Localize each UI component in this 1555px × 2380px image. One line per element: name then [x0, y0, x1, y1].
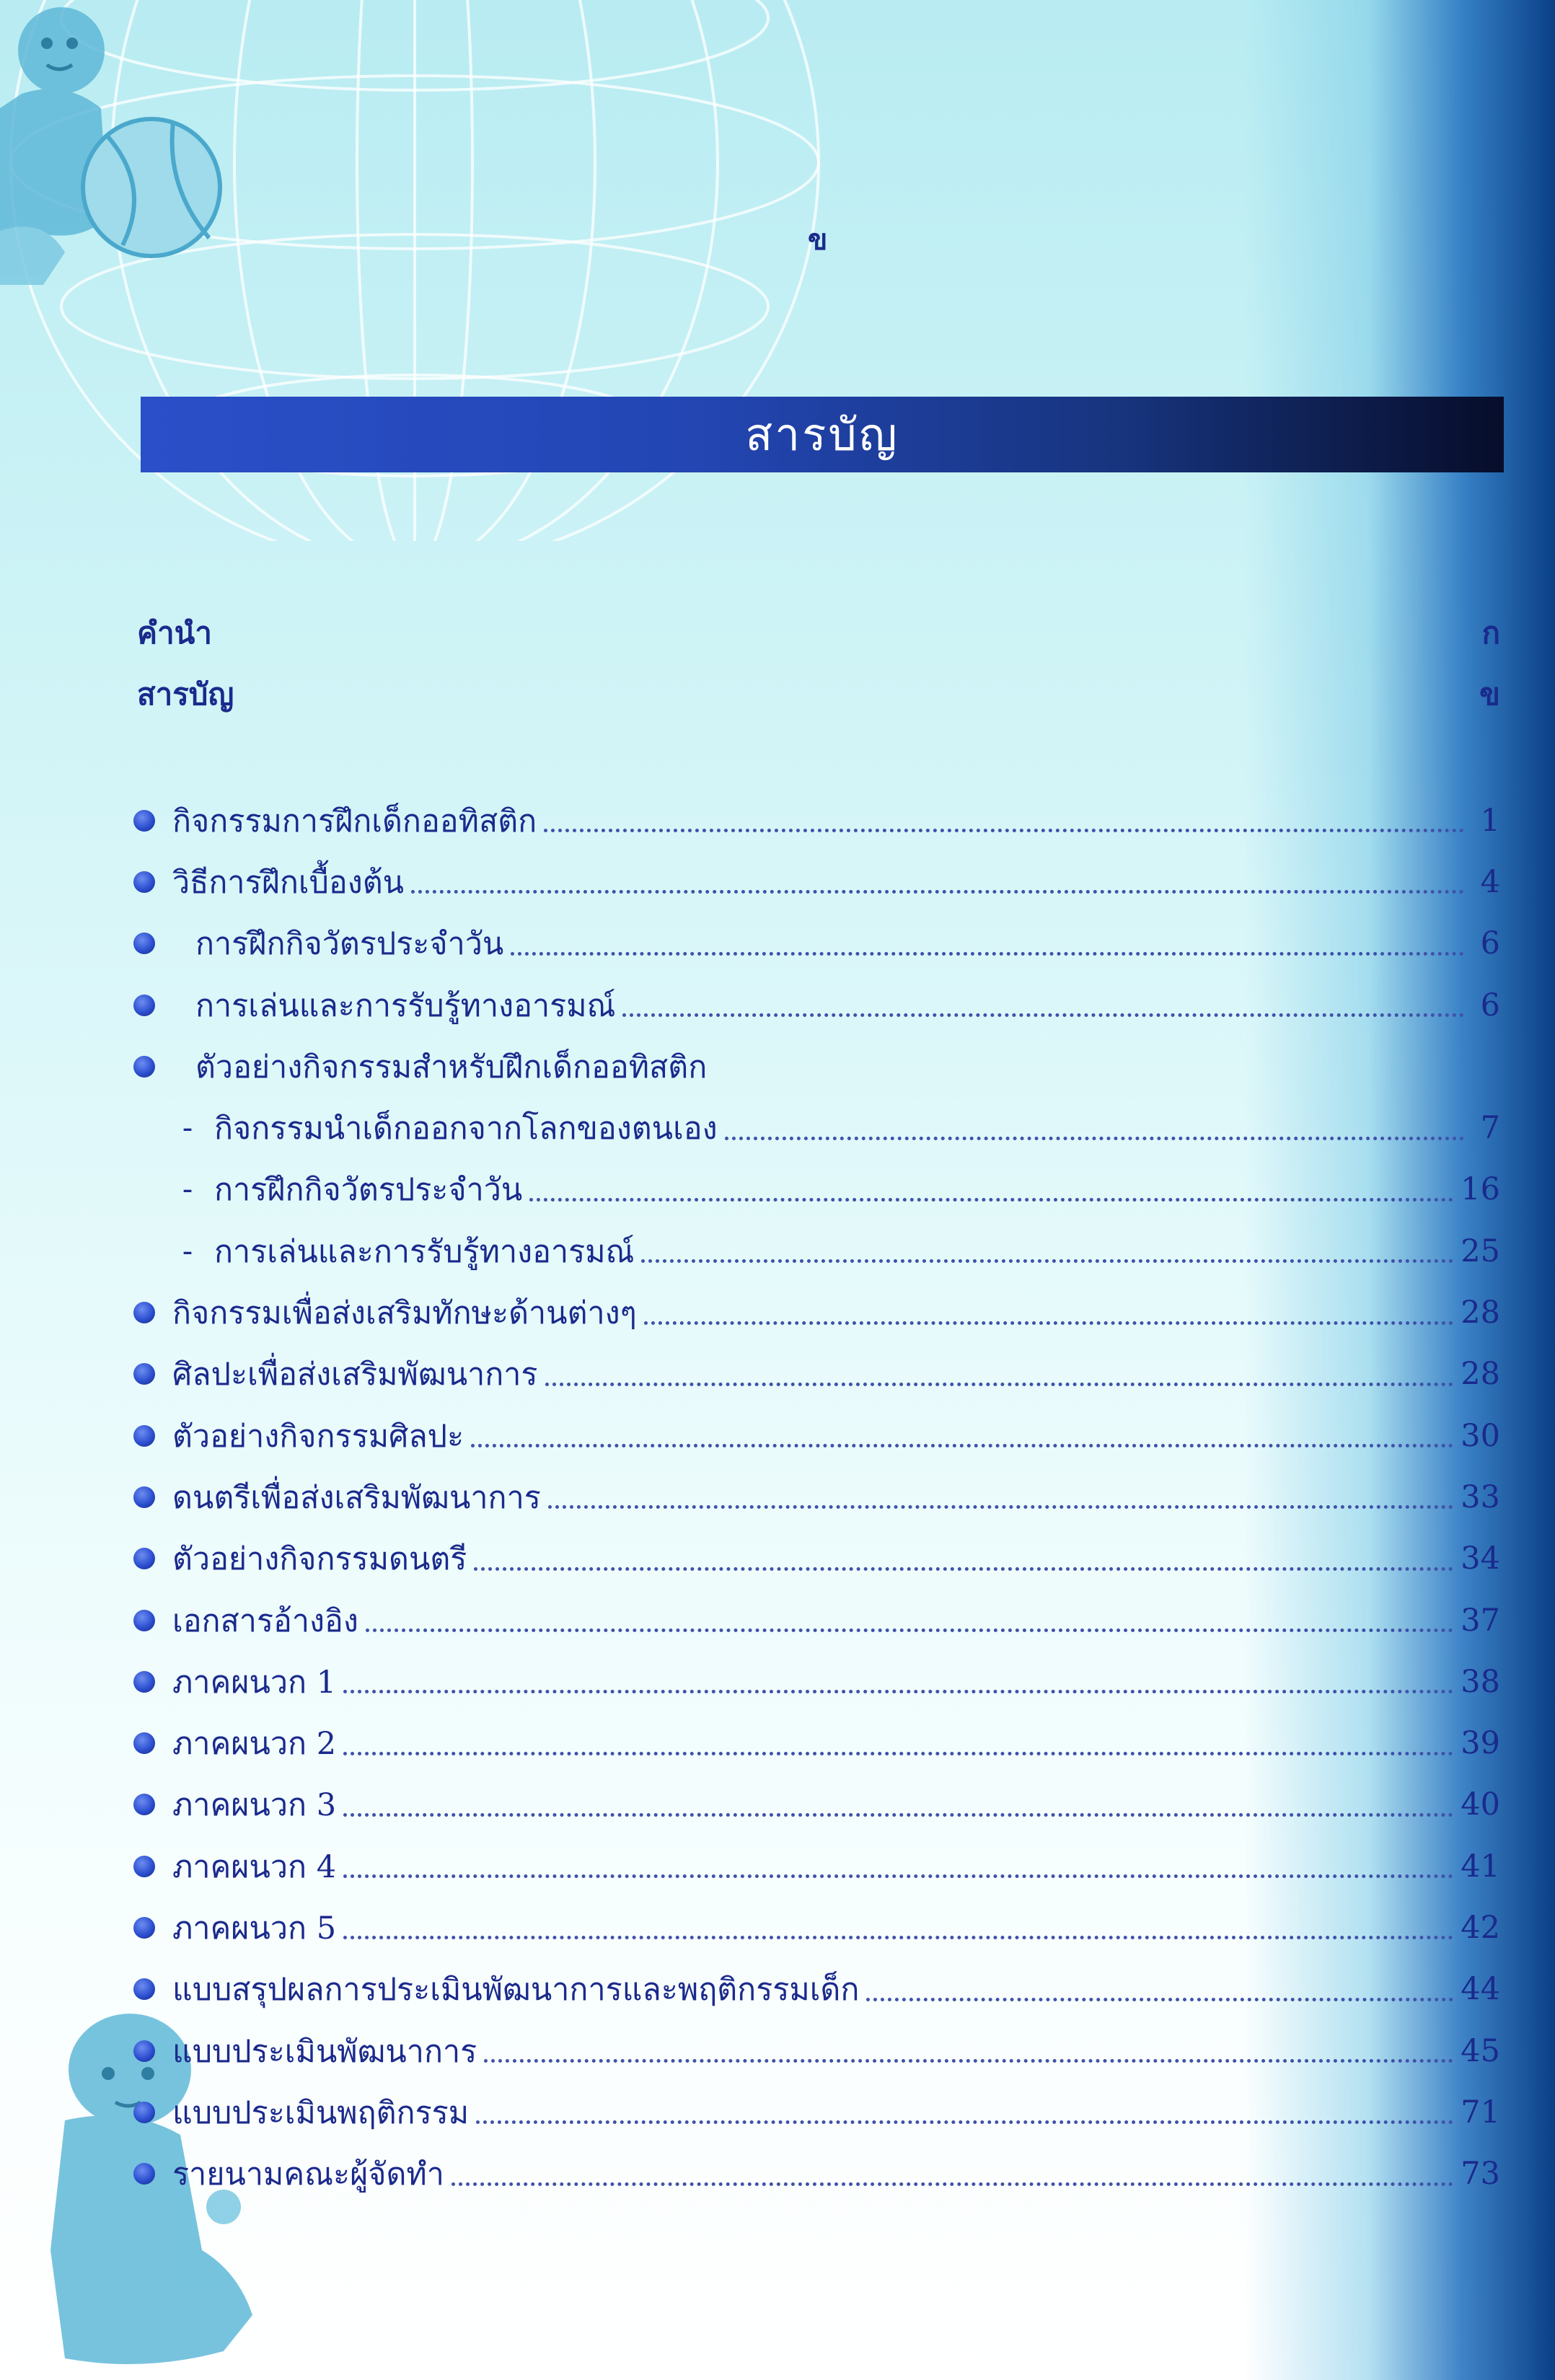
toc-entry-label: ศิลปะเพื่อส่งเสริมพัฒนาการ	[172, 1357, 538, 1393]
toc-entry-label: ตัวอย่างกิจกรรมดนตรี	[172, 1541, 467, 1578]
baby-with-ball-image	[0, 0, 231, 288]
toc-entry-page: 39	[1461, 1725, 1500, 1762]
toc-entry-page: 38	[1461, 1663, 1500, 1700]
bullet-icon	[133, 1486, 155, 1508]
dot-leader	[622, 1013, 1464, 1017]
toc-entry[interactable]	[133, 1097, 1500, 1158]
bullet-icon	[133, 995, 155, 1016]
toc-entry-label: รายนามคณะผู้จัดทำ	[172, 2156, 444, 2193]
bullet-icon	[133, 1732, 155, 1754]
toc-entry-page: 71	[1461, 2094, 1500, 2130]
toc-entry-label: กิจกรรมนำเด็กออกจากโลกของตนเอง	[214, 1111, 718, 1147]
toc-entry-label: การฝึกกิจวัตรประจำวัน	[195, 926, 504, 963]
toc-entry[interactable]	[133, 2020, 1500, 2081]
toc-entry-label: แบบประเมินพัฒนาการ	[172, 2033, 477, 2070]
toc-entry[interactable]	[133, 1466, 1500, 1528]
front-matter-label: คำนำ	[137, 615, 212, 651]
toc-entry[interactable]	[133, 1220, 1500, 1282]
bullet-icon	[133, 1548, 155, 1569]
bullet-icon	[133, 1917, 155, 1939]
toc-entry-page: 6	[1480, 987, 1500, 1023]
front-matter-page: ข	[1479, 676, 1500, 712]
dash-marker: -	[182, 1171, 193, 1208]
bullet-icon	[133, 1302, 155, 1323]
toc-entry[interactable]	[133, 1344, 1500, 1405]
toc-entry-label: ภาคผนวก 4	[172, 1848, 337, 1885]
bullet-icon	[133, 1425, 155, 1447]
toc-entry-label: แบบประเมินพฤติกรรม	[172, 2094, 470, 2131]
page-title: สารบัญ	[745, 407, 899, 461]
toc-entry-page: 7	[1480, 1110, 1500, 1147]
toc-entry-label: ภาคผนวก 2	[172, 1726, 337, 1763]
toc-entry-page: 1	[1480, 802, 1500, 839]
dash-marker: -	[182, 1110, 193, 1147]
toc-entry[interactable]	[133, 1651, 1500, 1712]
toc-entry[interactable]	[133, 1897, 1500, 1958]
dot-leader	[548, 1505, 1453, 1509]
toc-entry-label: ตัวอย่างกิจกรรมศิลปะ	[172, 1418, 464, 1455]
dot-leader	[474, 1567, 1453, 1571]
toc-entry-page: 28	[1461, 1356, 1500, 1393]
toc-entry-page: 44	[1461, 1971, 1500, 2008]
bullet-icon	[133, 1610, 155, 1631]
bullet-icon	[133, 1856, 155, 1877]
dot-leader	[484, 2059, 1453, 2063]
toc-entry[interactable]	[133, 1159, 1500, 1220]
front-matter-label: สารบัญ	[137, 676, 234, 712]
toc-entry[interactable]	[133, 1528, 1500, 1590]
bullet-icon	[133, 871, 155, 893]
toc-entry[interactable]	[133, 1036, 1500, 1097]
dot-leader	[866, 1998, 1453, 2001]
front-matter-page: ก	[1481, 615, 1500, 651]
toc-entry-page: 45	[1461, 2032, 1500, 2069]
bullet-icon	[133, 1056, 155, 1077]
toc-entry-page: 4	[1480, 863, 1500, 900]
toc-entry-label: วิธีการฝึกเบื้องต้น	[172, 864, 405, 901]
dot-leader	[511, 952, 1464, 956]
toc-entry-page: 33	[1461, 1478, 1500, 1515]
toc-entry[interactable]	[133, 1282, 1500, 1343]
dot-leader	[641, 1259, 1453, 1263]
toc-entry-page: 25	[1461, 1233, 1500, 1269]
dot-leader	[343, 1874, 1453, 1878]
dot-leader	[366, 1628, 1453, 1632]
toc-entry-label: การเล่นและการรับรู้ทางอารมณ์	[195, 987, 616, 1024]
bullet-icon	[133, 2102, 155, 2123]
dot-leader	[451, 2182, 1453, 2186]
toc-entry-page: 73	[1461, 2156, 1500, 2192]
toc-entry-page: 30	[1461, 1417, 1500, 1454]
dot-leader	[545, 1383, 1454, 1386]
toc-entry-page: 34	[1461, 1541, 1500, 1577]
bullet-icon	[133, 2040, 155, 2062]
toc-entry-page: 40	[1461, 1786, 1500, 1823]
title-bar	[141, 397, 1504, 472]
toc-entry[interactable]	[133, 1405, 1500, 1466]
toc-entry[interactable]	[133, 851, 1500, 912]
toc-entry-page: 6	[1480, 925, 1500, 962]
toc-entry-page: 37	[1461, 1602, 1500, 1639]
toc-entry-label: ดนตรีเพื่อส่งเสริมพัฒนาการ	[172, 1479, 541, 1516]
toc-entry[interactable]	[133, 1835, 1500, 1897]
dot-leader	[343, 1752, 1453, 1755]
dot-leader	[411, 890, 1464, 894]
toc-entry-label: แบบสรุปผลการประเมินพัฒนาการและพฤติกรรมเด็ก	[172, 1972, 860, 2009]
dot-leader	[471, 1444, 1453, 1447]
toc-entry-label: ภาคผนวก 5	[172, 1910, 337, 1947]
table-of-contents	[133, 790, 1500, 2205]
bullet-icon	[133, 1363, 155, 1385]
toc-entry-label: เอกสารอ้างอิง	[172, 1603, 358, 1639]
dash-marker: -	[182, 1233, 193, 1269]
dot-leader	[343, 1813, 1453, 1817]
toc-entry-page: 42	[1461, 1909, 1500, 1946]
toc-entry[interactable]	[133, 1712, 1500, 1773]
toc-entry-label: ภาคผนวก 3	[172, 1787, 337, 1824]
toc-entry[interactable]	[133, 1959, 1500, 2020]
bullet-icon	[133, 1794, 155, 1815]
bullet-icon	[133, 1978, 155, 2000]
dot-leader	[644, 1321, 1454, 1325]
toc-entry-label: ภาคผนวก 1	[172, 1664, 337, 1701]
dot-leader	[725, 1137, 1464, 1140]
toc-entry-label: กิจกรรมเพื่อส่งเสริมทักษะด้านต่างๆ	[172, 1295, 637, 1332]
toc-entry[interactable]	[133, 1590, 1500, 1651]
toc-entry[interactable]	[133, 2081, 1500, 2143]
bullet-icon	[133, 810, 155, 832]
bullet-icon	[133, 933, 155, 954]
toc-entry-page: 41	[1461, 1848, 1500, 1885]
dot-leader	[343, 1936, 1453, 1939]
bullet-icon	[133, 2163, 155, 2185]
dot-leader	[343, 1690, 1453, 1693]
toc-entry[interactable]	[133, 1774, 1500, 1835]
toc-entry[interactable]	[133, 974, 1500, 1036]
toc-entry-label: การเล่นและการรับรู้ทางอารมณ์	[214, 1233, 635, 1270]
toc-entry-page: 28	[1461, 1295, 1500, 1331]
toc-entry-label: ตัวอย่างกิจกรรมสำหรับฝึกเด็กออทิสติก	[195, 1049, 708, 1085]
bullet-icon	[133, 1671, 155, 1693]
toc-entry-label: การฝึกกิจวัตรประจำวัน	[214, 1172, 523, 1209]
toc-entry-page: 16	[1461, 1171, 1500, 1208]
toc-entry[interactable]	[133, 2143, 1500, 2205]
dot-leader	[544, 829, 1464, 832]
dot-leader	[529, 1198, 1453, 1202]
toc-entry[interactable]	[133, 913, 1500, 974]
toc-entry-label: กิจกรรมการฝึกเด็กออทิสติก	[172, 803, 537, 839]
page-letter: ข	[808, 223, 828, 257]
dot-leader	[476, 2120, 1453, 2124]
toc-entry[interactable]	[133, 790, 1500, 851]
